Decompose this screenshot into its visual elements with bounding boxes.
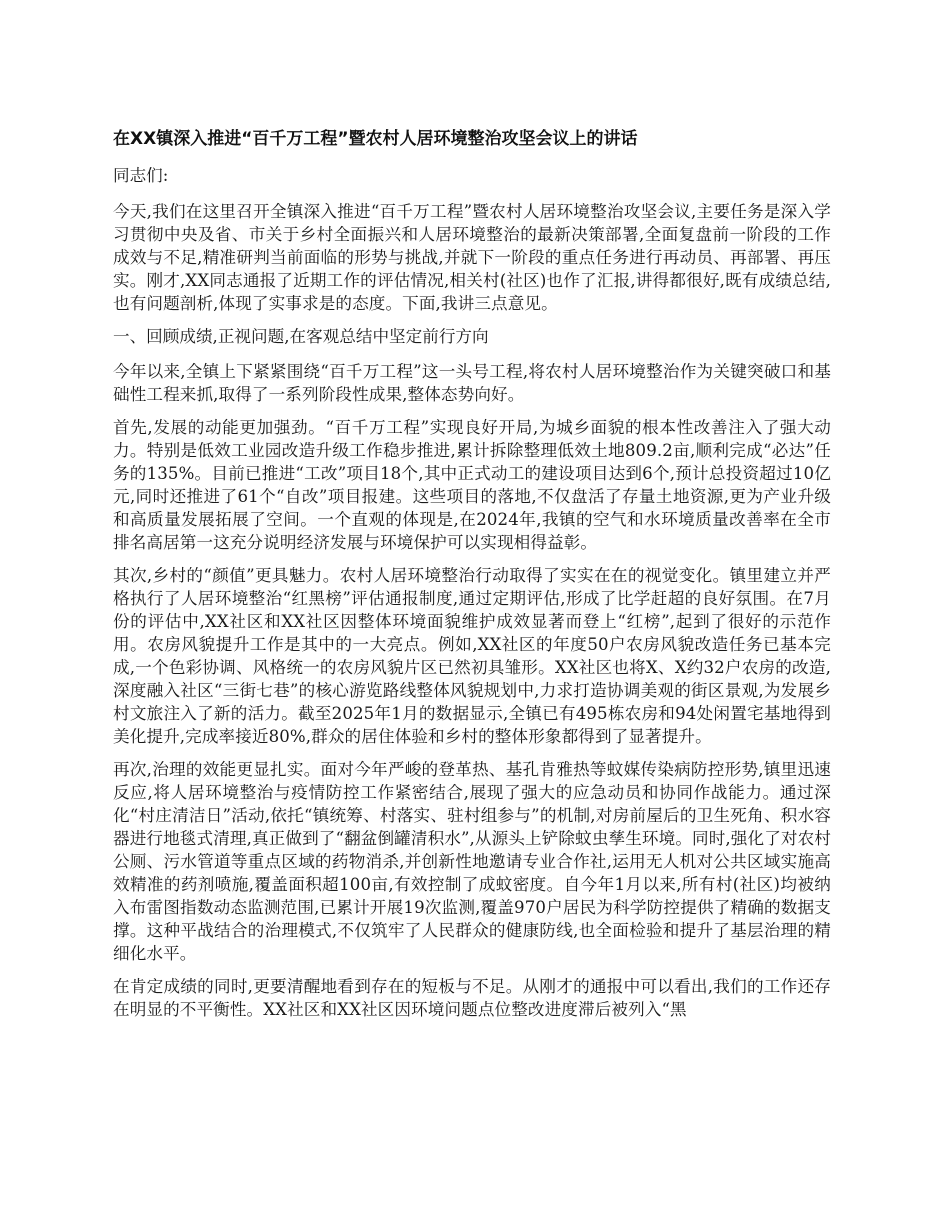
document-page xyxy=(113,128,831,1031)
body-paragraph: 今年以来,全镇上下紧紧围绕“百千万工程”这一头号工程,将农村人居环境整治作为关键突破口和基础性工程来抓,取得了一系列阶段性成果,整体态势向好。 xyxy=(113,362,831,404)
section-heading: 一、回顾成绩,正视问题,在客观总结中坚定前行方向 xyxy=(113,327,489,346)
body-paragraph: 再次,治理的效能更显扎实。面对今年严峻的登革热、基孔肯雅热等蚊媒传染病防控形势,镇里迅速反应,将人居环境整治与疫情防控工作紧密结合,展现了强大的应急动员和协同作战能力。通过深化“村庄清洁日”活动,依托“镇统筹、村落实、驻村组参与”的机制,对房前屋后的卫生死角、积水容器进行地毯式清理,真正做到了“翻盆倒罐清积水”,从源头上铲除蚊虫孳生环境。同时,强化了对农村公厕、污水管道等重点区域的药物消杀,并创新性地邀请专业合作社,运用无人机对公共区域实施高效精准的药剂喷施,覆盖面积超100亩,有效控制了成蚊密度。自今年1月以来,所有村(社区)均被纳入布雷图指数动态监测范围,已累计开展19次监测,覆盖970户居民为科学防控提供了精确的数据支撑。这种平战结合的治理模式,不仅筑牢了人民群众的健康防线,也全面检验和提升了基层治理的精细化水平。 xyxy=(113,760,831,963)
opening-paragraph: 今天,我们在这里召开全镇深入推进“百千万工程”暨农村人居环境整治攻坚会议,主要任务是深入学习贯彻中央及省、市关于乡村全面振兴和人居环境整治的最新决策部署,全面复盘前一阶段的工作成效与不足,精准研判当前面临的形势与挑战,并就下一阶段的重点任务进行再动员、再部署、再压实。刚才,XX同志通报了近期工作的评估情况,相关村(社区)也作了汇报,讲得都很好,既有成绩总结,也有问题剖析,体现了实事求是的态度。下面,我讲三点意见。 xyxy=(113,202,831,313)
body-paragraph: 首先,发展的动能更加强劲。“百千万工程”实现良好开局,为城乡面貌的根本性改善注入了强大动力。特别是低效工业园改造升级工作稳步推进,累计拆除整理低效土地809.2亩,顺利完成“必达”任务的135%。目前已推进“工改”项目18个,其中正式动工的建设项目达到6个,预计总投资超过10亿元,同时还推进了61个“自改”项目报建。这些项目的落地,不仅盘活了存量土地资源,更为产业升级和高质量发展拓展了空间。一个直观的体现是,在2024年,我镇的空气和水环境质量改善率在全市排名高居第一这充分说明经济发展与环境保护可以实现相得益彰。 xyxy=(113,418,831,552)
salutation: 同志们: xyxy=(113,166,169,185)
document-title: 在XX镇深入推进“百千万工程”暨农村人居环境整治攻坚会议上的讲话 xyxy=(113,129,638,149)
body-paragraph: 其次,乡村的“颜值”更具魅力。农村人居环境整治行动取得了实实在在的视觉变化。镇里建立并严格执行了人居环境整治“红黑榜”评估通报制度,通过定期评估,形成了比学赶超的良好氛围。在7月份的评估中,XX社区和XX社区因整体环境面貌维护成效显著而登上“红榜”,起到了很好的示范作用。农房风貌提升工作是其中的一大亮点。例如,XX社区的年度50户农房风貌改造任务已基本完成,一个色彩协调、风格统一的农房风貌片区已然初具雏形。XX社区也将X、X约32户农房的改造,深度融入社区“三街七巷”的核心游览路线整体风貌规划中,力求打造协调美观的街区景观,为发展乡村文旅注入了新的活力。截至2025年1月的数据显示,全镇已有495栋农房和94处闲置宅基地得到美化提升,完成率接近80%,群众的居住体验和乡村的整体形象都得到了显著提升。 xyxy=(113,566,831,746)
body-paragraph: 在肯定成绩的同时,更要清醒地看到存在的短板与不足。从刚才的通报中可以看出,我们的工作还存在明显的不平衡性。XX社区和XX社区因环境问题点位整改进度滞后被列入“黑 xyxy=(113,977,831,1019)
